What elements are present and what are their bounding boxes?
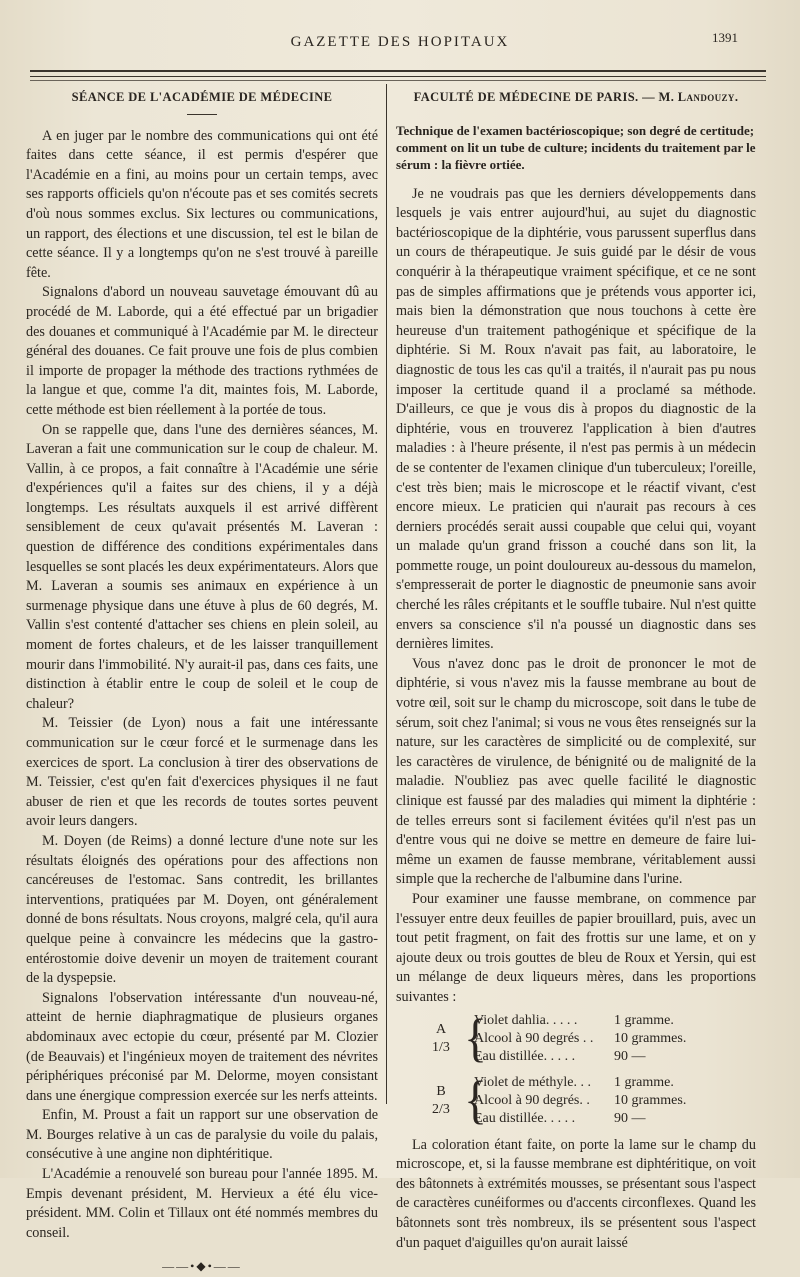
paragraph: La coloration étant faite, on porte la lame sur le champ du microscope, et, si la fausse membrane est diphtéritique, on voit des bâtonnets à extrémités mousses, se présentant sous l'aspect de caractères cunéiformes ou d'accents circonflexes. Quand les bâtonnets sont très nombreux, ils se présentent sous l'aspect d'un paquet d'aiguilles qu'on aurait laissé — [396, 1136, 756, 1251]
paragraph: Signalons l'observation intéressante d'un nouveau-né, atteint de hernie diaphragmatique de plusieurs organes abdominaux avec ectopie du cœur, présenté par M. Clozier (de Beauvais) et l'ingénieux moyen de traitement des névrites périphériques préconisé par M. Delorme, moyen consistant dans une énergique compression exercée sur les nerfs atteints. — [26, 989, 378, 1104]
title-rule — [187, 114, 217, 115]
right-column — [396, 86, 756, 1253]
formula-a-ratio: 1/3 — [432, 1039, 450, 1055]
formula-item: Alcool à 90 degrés . . — [474, 1030, 594, 1046]
left-column — [26, 86, 378, 1277]
formula-b-ratio: 2/3 — [432, 1101, 450, 1117]
header-rule-thin — [30, 80, 766, 81]
formula-item: Violet de méthyle. . . — [474, 1074, 591, 1090]
header-rule — [30, 70, 766, 77]
page-number: 1391 — [712, 30, 738, 45]
lecturer-name: Landouzy. — [677, 90, 739, 104]
formula-b — [418, 1070, 756, 1130]
formula-b-label — [418, 1074, 464, 1128]
lecture-subtitle: Technique de l'examen bactérioscopique; son degré de certitude; comment on lit un tube de culture; incidents du traitement par le sérum : la fièvre ortiée. — [396, 122, 756, 172]
formula-item: Eau distillée. . . . . — [474, 1048, 576, 1064]
paragraph: M. Doyen (de Reims) a donné lecture d'une note sur les résultats éloignés des opérations pour des affections non cancéreuses de l'estomac. Sans contredit, les brillantes interventions, pratiquées par M. Doyen, ont généralement donné de bons résultats. Nous croyons, malgré cela, qu'il aura quelque peine à convaincre les médecins que la gastro-entérostomie doive devenir un moyen de traitement courant de la dyspepsie. — [26, 832, 378, 987]
formula-qty: 10 grammes. — [614, 1092, 687, 1108]
paragraph: Je ne voudrais pas que les derniers développements dans lesquels je vais entrer aujourd'hui, au sujet du diagnostic bactérioscopique de la diphtérie, vous parussent superflus dans un cours de thérapeutique. Je suis guidé par le désir de vous conquérir à la thérapeutique vraiment spécifique, et ce ne sont pas de simples affirmations que je prétends vous apporter ici, mais bien la démonstration que nous touchons à cette ère heureuse d'un traitement pathogénique et spécifique de la diphtérie. Si M. Roux n'avait pas fait, au laboratoire, le diagnostic de tous les cas qu'il a traités, il n'aurait pas pu nous imposer la certitude quand il a proclamé sa méthode. D'ailleurs, ce que je vous dis à propos du diagnostic de la diphtérie, vous en trouverez l'application à bien d'autres maladies : à l'heure présente, il n'est pas permis à un médecin de se contenter de l'examen clinique d'un tuberculeux; l'oreille, c'est très bien; mais le microscope et le réactif vivant, c'est encore mieux. Le praticien qui n'aurait pas recours à ces derniers procédés serait aussi coupable que celui qui, voyant un malade qu'un grand frisson a couché dans son lit, la pommette rouge, un point douloureux au-dessous du mamelon, s'empresserait de porter le diagnostic de pneumonie sans avoir cherché les râles crépitants et le souffle tubaire. Nul n'est quitte envers sa conscience s'il n'a poussé un diagnostic dans ses dernières limites. — [396, 185, 756, 653]
paragraph: Enfin, M. Proust a fait un rapport sur une observation de M. Bourges relative à un cas de paralysie du voile du palais, consécutive à une angine non diphtéritique. — [26, 1107, 378, 1163]
formula-a-letter: A — [435, 1021, 447, 1037]
formula-qty: 90 — — [614, 1110, 646, 1126]
formula-a-label — [418, 1012, 464, 1066]
academie-section-title: SÉANCE DE L'ACADÉMIE DE MÉDECINE — [71, 90, 333, 104]
formula-item: Alcool à 90 degrés. . — [474, 1092, 590, 1108]
column-divider — [386, 84, 387, 1104]
paragraph: M. Teissier (de Lyon) nous a fait une intéressante communication sur le cœur forcé et le surmenage dans les exercices de sport. La conclusion à tirer des observations de M. Teissier, c'est qu'en fait d'exercices physiques il ne faut abuser de rien et que les records de toutes sortes peuvent avoir leurs dangers. — [26, 715, 378, 830]
brace-icon: { — [464, 1008, 488, 1068]
formula-qty: 90 — — [614, 1048, 646, 1064]
formula-item: Violet dahlia. . . . . — [474, 1012, 578, 1028]
paragraph: On se rappelle que, dans l'une des dernières séances, M. Laveran a fait une communication sur le coup de chaleur. M. Vallin, à ce propos, a fait connaître à l'Académie une série d'expériences qu'il a faites sur des chiens, il y a déjà longtemps. Les résultats auxquels il est arrivé diffèrent sensiblement de ceux qu'avait présentés M. Laveran : question de différence des conditions expérimentales dans lesquelles se sont placés les deux expérimentateurs. Alors que M. Laveran a soumis ses animaux en expérience à un surmenage physique dans une étuve à plus de 60 degrés, M. Vallin s'est contenté d'attacher ses chiens en plein soleil, au moment de fortes chaleurs, et de les laisser tranquillement mourir dans l'immobilité. N'y aurait-il pas, dans ces faits, une distinction à établir entre le coup de soleil et le coup de chaleur? — [26, 421, 378, 712]
faculte-section-title — [396, 86, 756, 108]
end-ornament: ——•◆•—— — [162, 1259, 242, 1274]
formula-item: Eau distillée. . . . . — [474, 1110, 576, 1126]
brace-icon: { — [464, 1070, 488, 1130]
paragraph: L'Académie a renouvelé son bureau pour l'année 1895. M. Empis devenant président, M. Hervieux a été élu vice-président. MM. Colin et Tillaux ont été nommés membres du conseil. — [26, 1166, 378, 1241]
paragraph: Vous n'avez donc pas le droit de prononcer le mot de diphtérie, si vous n'avez mis la fausse membrane au bout de votre œil, soit sur le champ du microscope, soit dans le tube de sérum, soit chez l'animal; si vous ne vous êtes renseignés sur la nature, sur les caractères de simplicité ou de complexité, sur les caractères de virulence, de bénignité ou de malignité de la maladie. N'oubliez pas avec quelle facilité le diagnostic clinique est faussé par des maladies qui miment la diphtérie : de telles erreurs sont si facilement évitées qu'il n'est pas un d'entre vous qui ne doive se mettre en demeure de faire lui-même un examen de fausse membrane, véritablement aussi simple que la recherche de l'albumine dans l'urine. — [396, 655, 756, 888]
paragraph: A en juger par le nombre des communications qui ont été faites dans cette séance, il est permis d'espérer que l'Académie en a fini, au moins pour un certain temps, avec ses rapports officiels qu'on n'écoute pas et ses comités secrets d'où nous sommes exclus. Six lectures ou communications, un rapport, des élections et une discussion, tel est le bilan de cette séance. Il y a longtemps qu'on ne s'est trouvé à pareille fête. — [26, 127, 378, 281]
formula-qty: 1 gramme. — [614, 1012, 674, 1028]
formula-a — [418, 1008, 756, 1068]
paragraph: Pour examiner une fausse membrane, on commence par l'essuyer entre deux feuilles de papier brouillard, puis, avec un tout petit fragment, on fait des frottis sur une lame, et on y ajoute deux ou trois gouttes de bleu de Roux et Yersin, qui est un mélange de deux liqueurs mères, dans les proportions suivantes : — [396, 890, 756, 1005]
formula-b-letter: B — [436, 1083, 446, 1099]
paragraph: Signalons d'abord un nouveau sauvetage émouvant dû au procédé de M. Laborde, qui a été effectué par un brigadier des douanes et communiqué à l'Académie par M. le directeur général des douanes. Ce fait prouve une fois de plus combien il importe de propager la méthode des tractions rythmées de la langue et que, comme l'a dit, maintes fois, M. Laborde, cette méthode est bien réellement à la portée de tous. — [26, 284, 378, 418]
formula-qty: 1 gramme. — [614, 1074, 674, 1090]
formula-qty: 10 grammes. — [614, 1030, 687, 1046]
faculte-title-text: FACULTÉ DE MÉDECINE DE PARIS. — M. — [413, 90, 678, 104]
masthead: GAZETTE DES HOPITAUX — [290, 34, 510, 50]
